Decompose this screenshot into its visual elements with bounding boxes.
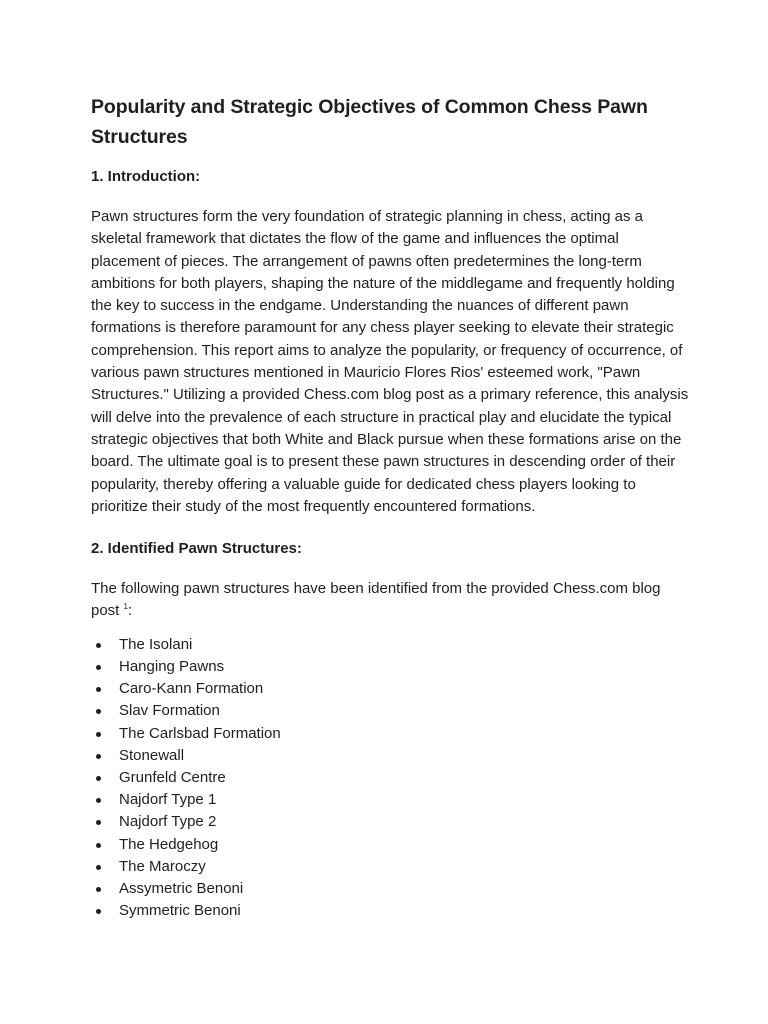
list-item-text: Hanging Pawns — [119, 657, 225, 675]
bullet-icon — [96, 709, 101, 714]
footnote-reference[interactable]: 1 — [123, 602, 128, 612]
bullet-icon — [96, 687, 101, 692]
bullet-icon — [96, 665, 101, 670]
list-item-text: Stonewall — [119, 746, 185, 764]
list-item-text: Symmetric Benoni — [119, 902, 241, 920]
bullet-icon — [96, 776, 101, 781]
bullet-icon — [96, 909, 101, 914]
bullet-icon — [96, 820, 101, 825]
document-title: Popularity and Strategic Objectives of Common Chess Pawn Structures — [91, 96, 648, 148]
list-item-text: Grunfeld Centre — [119, 768, 226, 786]
list-item — [91, 656, 691, 678]
bullet-icon — [96, 798, 101, 803]
list-item — [91, 700, 691, 722]
structures-intro-suffix: : — [127, 602, 133, 620]
structures-intro-text: The following pawn structures have been identified from the provided Chess.com blog post — [91, 580, 661, 620]
list-item — [91, 723, 691, 745]
pawn-structure-list — [91, 634, 691, 923]
bullet-icon — [96, 732, 101, 737]
introduction-paragraph: Pawn structures form the very foundation of strategic planning in chess, acting as a skeletal framework that dictates the flow of the game and influences the optimal placement of pieces. The arrangement of pawns often predetermines the long-term ambitions for both players, shaping the nature of the middlegame and frequently holding the key to success in the endgame. Understanding the nuances of different pawn formations is therefore paramount for any chess player seeking to elevate their strategic comprehension. This report aims to analyze the popularity, or frequency of occurrence, of various pawn structures mentioned in Mauricio Flores Rios' esteemed work, "Pawn Structures." Utilizing a provided Chess.com blog post as a primary reference, this analysis will delve into the prevalence of each structure in practical play and elucidate the typical strategic objectives that both White and Black pursue when these formations arise on the board. The ultimate goal is to present these pawn structures in descending order of their popularity, thereby offering a valuable guide for dedicated chess players looking to prioritize their study of the most frequently encountered formations. — [91, 208, 689, 515]
list-item — [91, 878, 691, 900]
bullet-icon — [96, 643, 101, 648]
list-item-text: Slav Formation — [119, 702, 220, 720]
list-item-text: The Isolani — [119, 635, 193, 653]
document-page — [91, 92, 691, 922]
bullet-icon — [96, 843, 101, 848]
list-item-text: The Carlsbad Formation — [119, 724, 281, 742]
structures-intro-paragraph — [91, 578, 691, 623]
list-item — [91, 900, 691, 922]
list-item — [91, 834, 691, 856]
bullet-icon — [96, 754, 101, 759]
section-heading-identified-structures: 2. Identified Pawn Structures: — [91, 540, 302, 558]
bullet-icon — [96, 887, 101, 892]
bullet-icon — [96, 865, 101, 870]
list-item — [91, 678, 691, 700]
list-item-text: Caro-Kann Formation — [119, 680, 264, 698]
list-item-text: Assymetric Benoni — [119, 879, 244, 897]
list-item-text: The Maroczy — [119, 857, 206, 875]
list-item-text: Najdorf Type 1 — [119, 791, 217, 809]
list-item — [91, 767, 691, 789]
section-heading-introduction: 1. Introduction: — [91, 168, 201, 185]
list-item — [91, 811, 691, 833]
list-item — [91, 745, 691, 767]
list-item — [91, 789, 691, 811]
list-item-text: The Hedgehog — [119, 835, 219, 853]
list-item-text: Najdorf Type 2 — [119, 813, 217, 831]
list-item — [91, 856, 691, 878]
list-item — [91, 634, 691, 656]
